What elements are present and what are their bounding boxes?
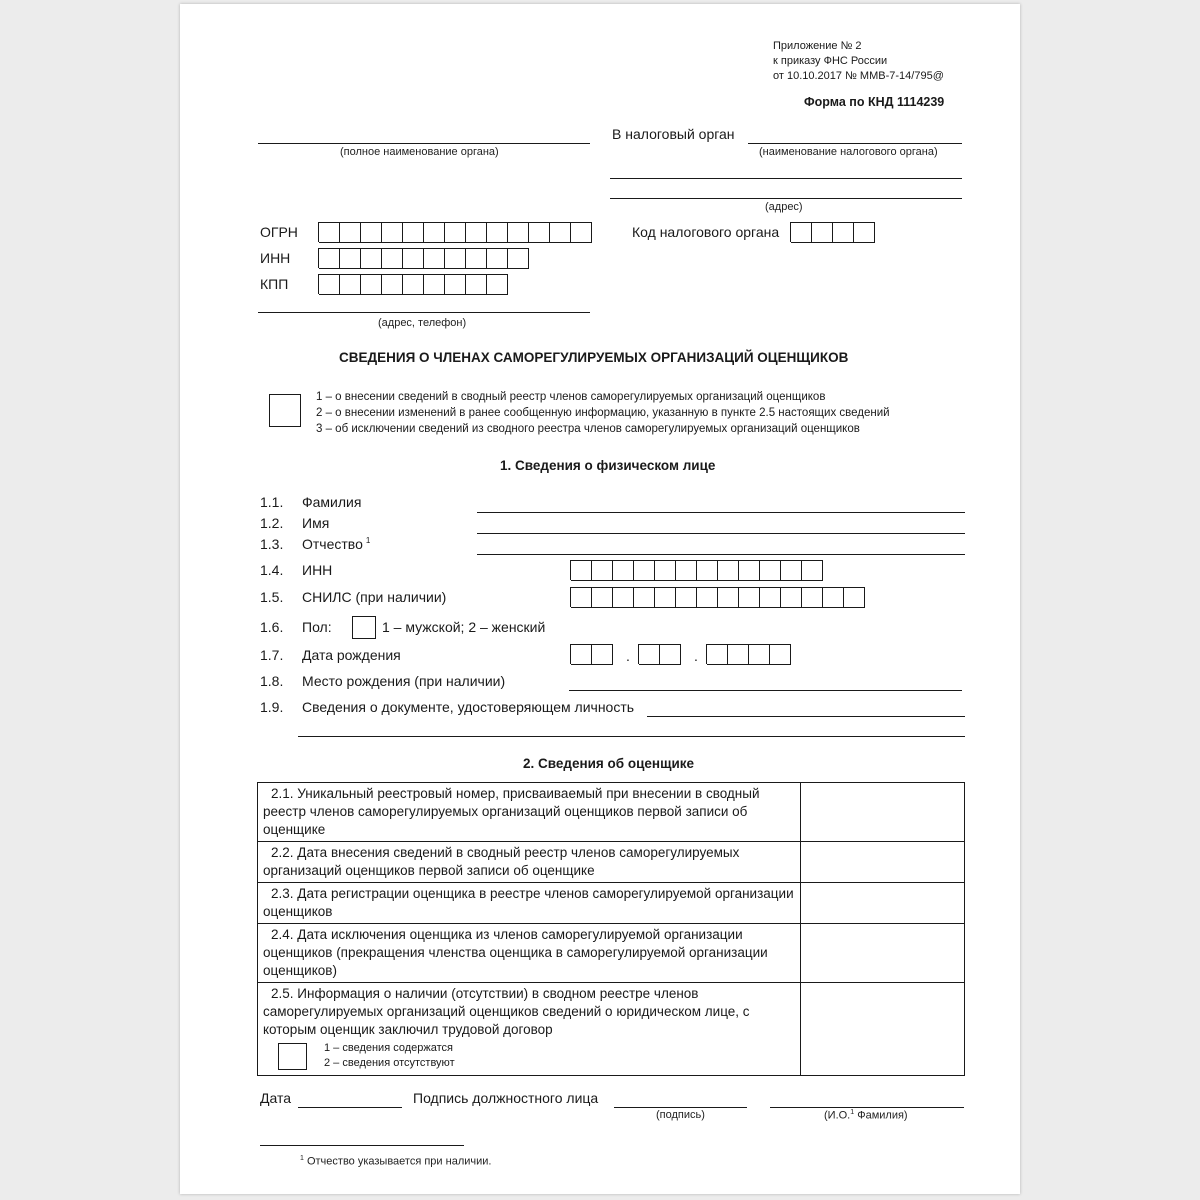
tax-authority-caption: (наименование налогового органа)	[759, 146, 938, 158]
date-separator: .	[626, 648, 630, 664]
address-phone-caption: (адрес, телефон)	[378, 317, 467, 329]
form-title: СВЕДЕНИЯ О ЧЛЕНАХ САМОРЕГУЛИРУЕМЫХ ОРГАНИЗАЦИЙ ОЦЕНЩИКОВ	[339, 350, 849, 365]
id-document-line-2[interactable]	[298, 736, 965, 737]
info-availability-box[interactable]	[278, 1043, 307, 1070]
row-description: 2.2. Дата внесения сведений в сводный реестр членов саморегулируемых организаций оценщиков первой записи об оценщике	[258, 842, 801, 883]
row-number: 1.1.	[260, 494, 284, 510]
person-inn-label: ИНН	[302, 562, 333, 578]
footnote-mark: 1	[365, 536, 371, 546]
submission-type-box[interactable]	[269, 394, 301, 427]
row-description: 2.3. Дата регистрации оценщика в реестре членов саморегулируемой организации оценщиков	[258, 883, 801, 924]
id-document-line[interactable]	[647, 716, 965, 717]
row-value-cell[interactable]	[801, 842, 965, 883]
row-number: 1.7.	[260, 647, 284, 663]
row-value-cell[interactable]	[801, 783, 965, 842]
row-value-cell[interactable]	[801, 924, 965, 983]
birth-date-label: Дата рождения	[302, 647, 401, 663]
table-row	[258, 842, 965, 883]
row-value-cell[interactable]	[801, 983, 965, 1076]
official-signature-label: Подпись должностного лица	[413, 1090, 599, 1106]
row-description: 2.1. Уникальный реестровый номер, присваиваемый при внесении в сводный реестр членов саморегулируемых организаций оценщиков первой записи об оценщике	[258, 783, 801, 842]
date-separator: .	[694, 648, 698, 664]
name-line[interactable]	[477, 533, 965, 534]
table-row	[258, 883, 965, 924]
full-name-caption: (И.О.$^1$ Фамилия)	[824, 1109, 908, 1122]
row-number: 1.4.	[260, 562, 284, 578]
form-code: Форма по КНД 1114239	[804, 95, 945, 109]
full-name-line[interactable]	[770, 1107, 964, 1108]
snils-cells[interactable]	[570, 587, 865, 607]
patronymic-label: Отчество $^1$	[302, 536, 371, 552]
submission-options: 1 – о внесении сведений в сводный реестр членов саморегулируемых организаций оценщиков 2 – о внесении изменений в ранее сообщенную информацию, указанную в пункте 2.5 настоящих сведений 3 – об исключении сведений из сводного реестра членов саморегулируемых организаций оценщиков	[316, 391, 890, 435]
footnote: $^1$ Отчество указывается при наличии.	[300, 1155, 492, 1168]
row-number: 1.3.	[260, 536, 284, 552]
row-number: 1.2.	[260, 515, 284, 531]
birth-place-line[interactable]	[569, 690, 962, 691]
kpp-label: КПП	[260, 276, 289, 292]
address-phone-line[interactable]	[258, 312, 590, 313]
row-number: 1.6.	[260, 619, 284, 635]
birth-day-cells[interactable]	[570, 644, 613, 664]
birth-year-cells[interactable]	[706, 644, 791, 664]
table-row	[258, 983, 965, 1076]
footnote-separator	[260, 1145, 464, 1146]
row-description: 2.5. Информация о наличии (отсутствии) в сводном реестре членов саморегулируемых организаций оценщиков сведений о юридическом лице, с которым оценщик заключил трудовой договор 1 – сведения содержатся 2 – сведения отсутствуют	[258, 983, 801, 1076]
appraiser-table	[257, 782, 965, 1076]
row-number: 1.8.	[260, 673, 284, 689]
signature-line[interactable]	[614, 1107, 747, 1108]
surname-label: Фамилия	[302, 494, 362, 510]
tax-authority-label: В налоговый орган	[612, 126, 735, 142]
id-document-label: Сведения о документе, удостоверяющем личность	[302, 699, 635, 715]
section2-title: 2. Сведения об оценщике	[523, 756, 695, 771]
row-value-cell[interactable]	[801, 883, 965, 924]
table-row	[258, 783, 965, 842]
ogrn-label: ОГРН	[260, 224, 298, 240]
birth-month-cells[interactable]	[638, 644, 681, 664]
org-inn-cells[interactable]	[318, 248, 529, 268]
surname-line[interactable]	[477, 512, 965, 513]
patronymic-line[interactable]	[477, 554, 965, 555]
info-availability-options: 1 – сведения содержатся 2 – сведения отсутствуют	[324, 1042, 455, 1069]
section1-title: 1. Сведения о физическом лице	[500, 458, 716, 473]
table-row	[258, 924, 965, 983]
sex-box[interactable]	[352, 616, 376, 639]
person-inn-cells[interactable]	[570, 560, 823, 580]
inn-label: ИНН	[260, 250, 291, 266]
address-caption: (адрес)	[765, 201, 803, 213]
row-description: 2.4. Дата исключения оценщика из членов саморегулируемой организации оценщиков (прекращения членства оценщика в саморегулируемой организации оценщиков)	[258, 924, 801, 983]
birth-place-label: Место рождения (при наличии)	[302, 673, 506, 689]
organ-name-caption: (полное наименование органа)	[340, 146, 499, 158]
row-number: 1.5.	[260, 589, 284, 605]
kpp-cells[interactable]	[318, 274, 508, 294]
address-line-1[interactable]	[610, 178, 962, 179]
signature-caption: (подпись)	[656, 1109, 705, 1121]
ogrn-cells[interactable]	[318, 222, 592, 242]
date-line[interactable]	[298, 1107, 402, 1108]
form-sheet	[180, 4, 1020, 1194]
tax-authority-line[interactable]	[748, 143, 962, 144]
name-label: Имя	[302, 515, 330, 531]
sex-label: Пол:	[302, 619, 332, 635]
organ-name-line[interactable]	[258, 143, 590, 144]
sex-options: 1 – мужской; 2 – женский	[382, 619, 546, 635]
tax-code-cells[interactable]	[790, 222, 875, 242]
row-number: 1.9.	[260, 699, 284, 715]
tax-code-label: Код налогового органа	[632, 224, 780, 240]
address-line-2[interactable]	[610, 198, 962, 199]
snils-label: СНИЛС (при наличии)	[302, 589, 447, 605]
appendix-note: Приложение № 2 к приказу ФНС России от 10.10.2017 № ММВ-7-14/795@	[773, 40, 944, 82]
date-label: Дата	[260, 1090, 292, 1106]
